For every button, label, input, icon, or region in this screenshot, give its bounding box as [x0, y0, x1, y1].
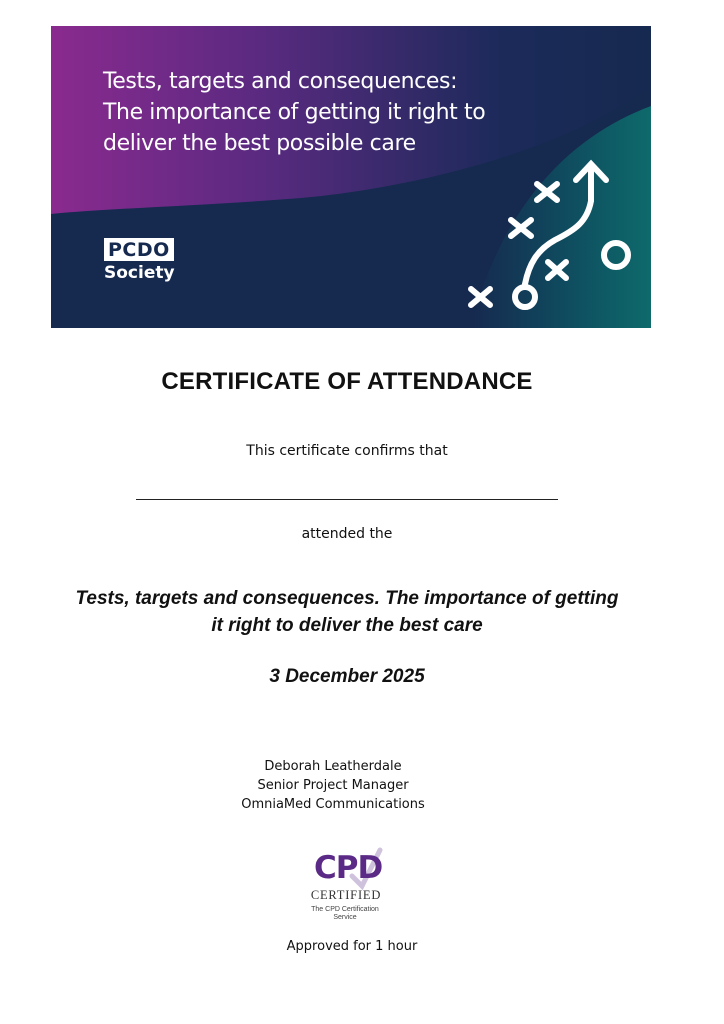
cpd-letters: CPD: [314, 850, 383, 886]
signatory-role: Senior Project Manager: [257, 778, 409, 793]
event-banner: [51, 26, 651, 328]
signatory-company: OmniaMed Communications: [241, 797, 425, 812]
course-title: [60, 585, 634, 639]
signatory-block: [0, 757, 666, 814]
cpd-service-text: [300, 906, 390, 922]
playbook-icon: [51, 26, 651, 328]
x-mark-icon: [548, 262, 566, 278]
banner-title-line: The importance of getting it right to: [103, 100, 486, 125]
attended-text: attended the: [301, 526, 393, 542]
signatory-name: Deborah Leatherdale: [264, 759, 402, 774]
o-mark-icon: [515, 287, 535, 307]
x-mark-icon: [511, 220, 531, 236]
cpd-certified-text: CERTIFIED: [310, 888, 382, 902]
cpd-certified-logo: [300, 846, 396, 926]
confirms-text: This certificate confirms that: [246, 443, 448, 459]
x-mark-icon: [471, 289, 490, 305]
cpd-service-line: Service: [333, 914, 357, 921]
x-mark-icon: [537, 184, 557, 200]
course-title-line: Tests, targets and consequences. The importance of getting: [75, 588, 619, 609]
banner-title-line: Tests, targets and consequences:: [103, 69, 458, 94]
course-title-line: it right to deliver the best care: [211, 615, 483, 636]
banner-title-line: deliver the best possible care: [103, 131, 416, 156]
attendee-name-line: [136, 499, 558, 500]
event-date: 3 December 2025: [269, 666, 425, 687]
logo-pcdo: PCDO: [104, 238, 174, 261]
cpd-service-line: The CPD Certification: [311, 906, 379, 913]
approved-hours: Approved for 1 hour: [286, 939, 418, 954]
o-mark-icon: [604, 243, 628, 267]
logo-society: Society: [104, 263, 175, 283]
certificate-title: CERTIFICATE OF ATTENDANCE: [161, 368, 533, 395]
